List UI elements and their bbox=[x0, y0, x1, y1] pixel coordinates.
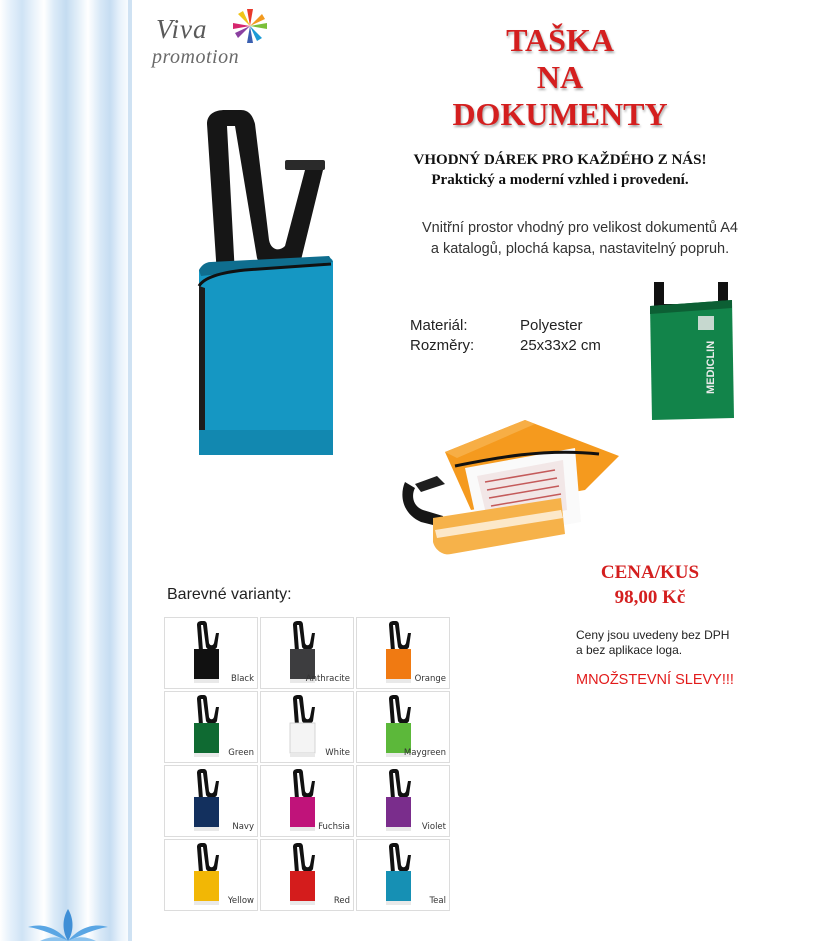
variant-label: Black bbox=[231, 674, 254, 684]
page-title bbox=[420, 22, 700, 133]
spec-label: Rozměry: bbox=[410, 337, 475, 354]
tagline-line-2: Praktický a moderní vzhled i provedení. bbox=[431, 172, 689, 188]
logo-text-viva: Viva bbox=[156, 14, 208, 44]
variant-bag-icon bbox=[287, 843, 317, 905]
variant-label: White bbox=[325, 748, 350, 758]
variant-label: Green bbox=[228, 748, 254, 758]
variant-swatch bbox=[164, 691, 258, 763]
price-value: 98,00 Kč bbox=[614, 587, 686, 608]
spec-value: Polyester bbox=[520, 317, 583, 334]
variant-label: Maygreen bbox=[403, 748, 446, 758]
star-flower-icon bbox=[230, 6, 270, 46]
variant-bag-icon bbox=[383, 621, 413, 683]
variant-swatch bbox=[260, 765, 354, 837]
variant-swatch bbox=[164, 617, 258, 689]
product-specs bbox=[410, 316, 601, 356]
variant-label: Orange bbox=[414, 674, 446, 684]
variant-swatch bbox=[164, 765, 258, 837]
color-variants-grid bbox=[164, 617, 450, 911]
variant-swatch bbox=[356, 765, 450, 837]
tagline-line-1: VHODNÝ DÁREK PRO KAŽDÉHO Z NÁS! bbox=[413, 152, 707, 168]
variant-swatch bbox=[356, 839, 450, 911]
variant-bag-icon bbox=[191, 769, 221, 831]
logo-text-promotion: promotion bbox=[152, 46, 240, 68]
variant-bag-icon bbox=[287, 769, 317, 831]
variant-swatch bbox=[164, 839, 258, 911]
price-note bbox=[576, 628, 729, 658]
green-bag-image bbox=[640, 282, 740, 422]
variant-swatch bbox=[356, 617, 450, 689]
price-block bbox=[575, 560, 725, 610]
variant-label: Violet bbox=[421, 822, 446, 832]
spec-label: Materiál: bbox=[410, 317, 468, 334]
product-description bbox=[380, 218, 780, 260]
title-line-1: TAŠKA bbox=[506, 22, 614, 58]
price-note-line-1: Ceny jsou uvedeny bez DPH bbox=[576, 628, 730, 642]
variant-bag-icon bbox=[191, 843, 221, 905]
variants-heading: Barevné varianty: bbox=[167, 586, 292, 603]
variant-swatch bbox=[260, 691, 354, 763]
spec-row-dimensions bbox=[410, 336, 601, 356]
variant-label: Navy bbox=[232, 822, 254, 832]
price-label: CENA/KUS bbox=[600, 562, 700, 583]
discount-text: MNOŽSTEVNÍ SLEVY!!! bbox=[576, 672, 734, 688]
green-bag-print: MEDICLIN bbox=[705, 340, 717, 394]
variant-swatch bbox=[356, 691, 450, 763]
variant-label: Fuchsia bbox=[318, 822, 350, 832]
variant-bag-icon bbox=[287, 695, 317, 757]
description-line-2: a katalogů, plochá kapsa, nastavitelný popruh. bbox=[430, 241, 730, 257]
variant-label: Teal bbox=[429, 896, 446, 906]
tagline bbox=[380, 150, 740, 190]
variant-swatch bbox=[260, 839, 354, 911]
title-line-3: DOKUMENTY bbox=[452, 96, 668, 132]
spec-row-material bbox=[410, 316, 601, 336]
brand-logo bbox=[150, 6, 275, 74]
title-line-2: NA bbox=[536, 59, 584, 95]
variant-label: Red bbox=[333, 896, 350, 906]
orange-bag-image bbox=[385, 418, 625, 556]
variant-bag-icon bbox=[191, 695, 221, 757]
main-bag-image bbox=[165, 110, 355, 480]
variant-bag-icon bbox=[383, 769, 413, 831]
decorative-stripes bbox=[0, 0, 132, 941]
variant-bag-icon bbox=[191, 621, 221, 683]
spec-value: 25x33x2 cm bbox=[520, 337, 601, 354]
variant-bag-icon bbox=[383, 843, 413, 905]
variant-label: Yellow bbox=[227, 896, 254, 906]
variant-swatch bbox=[260, 617, 354, 689]
description-line-1: Vnitřní prostor vhodný pro velikost dokumentů A4 bbox=[422, 220, 738, 236]
variant-label: Anthracite bbox=[305, 674, 350, 684]
flower-decoration-icon bbox=[18, 905, 118, 941]
price-note-line-2: a bez aplikace loga. bbox=[576, 643, 683, 657]
